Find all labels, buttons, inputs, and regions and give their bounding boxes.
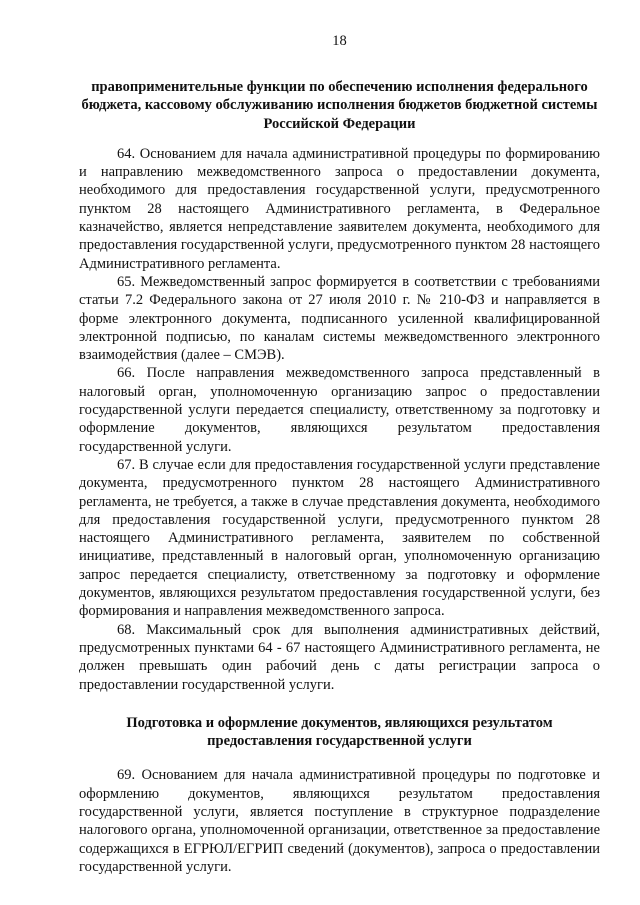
paragraph-64: 64. Основанием для начала административной процедуры по формированию и направлению межведомственного запроса о предоставлении документа, необходимого для предоставления государственной услуги, предусмотренного пунктом 28 настоящего Административного регламента, в Федеральное казначейство, является непредставление заявителем документа, необходимого для предоставления государственной услуги, предусмотренного пунктом 28 настоящего Административного регламента. [79,145,600,272]
paragraph-65: 65. Межведомственный запрос формируется в соответствии с требованиями статьи 7.2 Федерального закона от 27 июля 2010 г. № 210-ФЗ и направляется в форме электронного документа, подписанного усиленной квалифицированной электронной подписью, по каналам системы межведомственного электронного взаимодействия (далее – СМЭВ). [79,273,600,364]
paragraph-68: 68. Максимальный срок для выполнения административных действий, предусмотренных пунктами 64 - 67 настоящего Административного регламента, не должен превышать один рабочий день с даты регистрации запроса о предоставлении государственной услуги. [79,621,600,693]
section-heading-continued: правоприменительные функции по обеспечению исполнения федерального бюджета, кассовому обслуживанию исполнения бюджетов бюджетной системы Российской Федерации [81,79,598,132]
paragraph-66: 66. После направления межведомственного запроса представленный в налоговый орган, уполномоченную организацию запрос о предоставлении государственной услуги передается специалисту, ответственному за подготовку и оформление документов, являющихся результатом предоставления государственной услуги. [79,365,600,455]
section-heading-preparation: Подготовка и оформление документов, являющихся результатом предоставления государственной услуги [126,714,553,750]
paragraph-67: 67. В случае если для предоставления государственной услуги представление документа, предусмотренного пунктом 28 настоящего Административного регламента, не требуется, а также в случае представления документа, необходимого для предоставления государственной услуги, предусмотренного пунктом 28 настоящего Административного регламента, заявителем по собственной инициативе, представленный в налоговый орган, уполномоченную организацию запрос передается специалисту, ответственному за подготовку и оформление документов, являющихся результатом предоставления государственной услуги, без формирования и направления межведомственного запроса. [79,456,600,620]
page-number: 18 [332,33,347,49]
paragraph-69: 69. Основанием для начала административной процедуры по подготовке и оформлению документов, являющихся результатом предоставления государственной услуги, является поступление в структурное подразделение налогового органа, уполномоченной организации, ответственное за предоставление содержащихся в ЕГРЮЛ/ЕГРИП сведений (документов), запроса о предоставлении государственной услуги. [79,767,600,875]
